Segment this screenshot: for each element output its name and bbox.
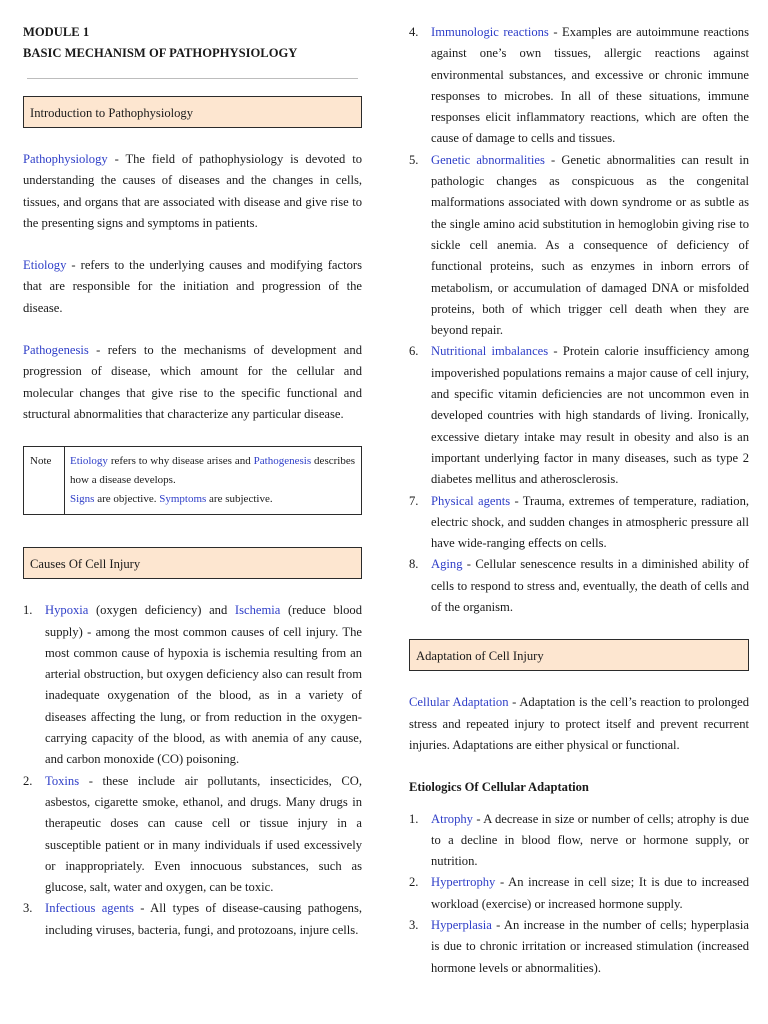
list-item [409, 809, 749, 873]
list-item-number: 3. [23, 901, 33, 916]
left-column [23, 22, 362, 941]
list-item [23, 898, 362, 941]
module-number: MODULE 1 [23, 25, 90, 39]
definition-pathophysiology: Pathophysiology - The field of pathophysiology is devoted to understanding the causes of diseases and the changes in cells, tissues, and organs that are associated with disease and give rise to the presenting signs and symptoms in patients. [23, 152, 362, 230]
note-content [65, 447, 361, 514]
definition-cellular-adaptation: Cellular Adaptation - Adaptation is the cell’s reaction to prolonged stress and repeated injury to protect itself and prevent recurrent injuries. Adaptations are either physical or functional. [409, 695, 750, 752]
list-item-text: - Cellular senescence results in a diminished ability of cells to respond to stress and, eventually, the death of cells and of the organism. [431, 557, 749, 615]
causes-list-right [409, 22, 749, 618]
definition-pathogenesis: Pathogenesis - refers to the mechanisms of development and progression of disease, which amount for the cellular and molecular changes that give rise to the specific functional and structural abnormalities that characterize any particular disease. [23, 343, 362, 421]
adaptation-section-heading: Adaptation of Cell Injury [409, 639, 749, 671]
term-pathogenesis: Pathogenesis [23, 343, 89, 358]
list-item [409, 554, 749, 618]
list-item-text: - An increase in the number of cells; hyperplasia is due to chronic irritation or increased stimulation (increased hormone levels or abnormalities). [431, 917, 749, 975]
intro-section-heading: Introduction to Pathophysiology [23, 96, 362, 128]
list-item-term: Physical agents [431, 493, 511, 508]
title-divider [27, 78, 358, 79]
list-item [23, 771, 362, 899]
list-item [409, 22, 749, 150]
definition-etiology: Etiology - refers to the underlying causes and modifying factors that are responsible for the initiation and progression of the disease. [23, 258, 362, 315]
list-item [409, 915, 749, 979]
list-item-term: Genetic abnormalities [431, 152, 545, 167]
list-item-number: 1. [23, 603, 33, 618]
adaptation-list [409, 809, 749, 979]
list-item-term: Hypertrophy [431, 875, 496, 890]
causes-list-left [23, 600, 362, 941]
list-item-term: Infectious agents [45, 901, 134, 916]
causes-section-heading: Causes Of Cell Injury [23, 547, 362, 579]
etiologics-heading: Etiologics Of Cellular Adaptation [409, 780, 589, 795]
list-item-term: Nutritional imbalances [431, 344, 549, 359]
note-label: Note [24, 447, 65, 514]
list-item [409, 150, 749, 342]
list-item-text: - A decrease in size or number of cells; atrophy is due to a decline in blood flow, nerve or hormone supply, or nutrition. [431, 811, 749, 869]
list-item-term: Hypoxia [45, 603, 89, 618]
list-item-text: - Trauma, extremes of temperature, radiation, electric shock, and sudden changes in atmospheric pressure all have wide-ranging effects on cells. [431, 493, 750, 551]
list-item-number: 2. [23, 773, 33, 788]
list-item [409, 341, 749, 490]
list-item-text: - Protein calorie insufficiency among impoverished populations remains a major cause of cell injury, and specific vitamin deficiencies are not uncommon even in developed countries with high standards of living. Ironically, excessive dietary intake may result in obesity and also is an important underlying factor in many diseases, such as type 2 diabetes mellitus and atherosclerosis. [431, 344, 749, 487]
list-item-text: - these include air pollutants, insecticides, CO, asbestos, cigarette smoke, ethanol, and drugs. Many drugs in therapeutic doses can cause cell or tissue injury in a susceptible patient or in many individuals if used excessively or inappropriately. Even innocuous substances, such as glucose, salt, water and oxygen, can be toxic. [45, 773, 362, 895]
list-item-text: - All types of disease-causing pathogens, including viruses, bacteria, fungi, and protozoans, injure cells. [45, 901, 362, 937]
list-item-text: - An increase in cell size; It is due to increased workload (exercise) or increased hormone supply. [431, 875, 749, 911]
list-item-number: 1. [409, 811, 419, 826]
list-item-number: 5. [409, 152, 419, 167]
list-item-number: 4. [409, 25, 419, 39]
list-item-term: Toxins [45, 773, 80, 788]
note-line-1: Etiology refers to why disease arises and Pathogenesis describes how a disease develops. [70, 455, 355, 487]
list-item-term: Hyperplasia [431, 917, 492, 932]
list-item-number: 3. [409, 917, 419, 932]
term-etiology: Etiology [23, 258, 67, 273]
list-item-term: Immunologic reactions [431, 25, 549, 39]
list-item-term: Aging [431, 557, 463, 572]
list-item-text: - Genetic abnormalities can result in pathologic changes as conspicuous as the congenital malformations associated with down syndrome or as subtle as the single amino acid substitution in hemoglobin giving rise to sickle cell anemia. As a consequence of deficiency of functional proteins, such as enzymes in inborn errors of metabolism, or accumulation of damaged DNA or misfolded proteins, both of which trigger cell death when they are beyond repair. [431, 152, 749, 338]
module-title: BASIC MECHANISM OF PATHOPHYSIOLOGY [23, 46, 298, 60]
term-pathophysiology: Pathophysiology [23, 152, 108, 166]
list-item-term: Atrophy [431, 811, 473, 826]
note-line-2: Signs are objective. Symptoms are subjective. [70, 493, 273, 506]
list-item [409, 491, 749, 555]
list-item-number: 8. [409, 557, 419, 572]
right-column [409, 22, 749, 979]
list-item [409, 872, 749, 915]
note-box [23, 446, 362, 515]
list-item-number: 2. [409, 875, 419, 890]
list-item-text: (reduce blood supply) - among the most common causes of cell injury. The most common cause of hypoxia is ischemia resulting from an arterial obstruction, but oxygen deficiency also can result from inadequate oxygenation of the blood, as in a variety of diseases affecting the lung, or from reduction in the oxygen-carrying capacity of the blood, as with anemia of any cause, and carbon monoxide (CO) poisoning. [45, 603, 363, 767]
list-item-term: Ischemia [234, 603, 281, 618]
list-item [23, 600, 362, 770]
term-cellular-adaptation: Cellular Adaptation [409, 695, 509, 710]
list-item-text: - Examples are autoimmune reactions against one’s own tissues, allergic reactions against environmental substances, and excessive or chronic immune responses to microbes. In all of these situations, immune responses elicit inflammatory reactions, which are often the cause of damage to cells and tissues. [431, 25, 749, 146]
list-item-text: (oxygen deficiency) and [88, 603, 235, 618]
list-item-number: 7. [409, 493, 419, 508]
list-item-number: 6. [409, 344, 419, 359]
